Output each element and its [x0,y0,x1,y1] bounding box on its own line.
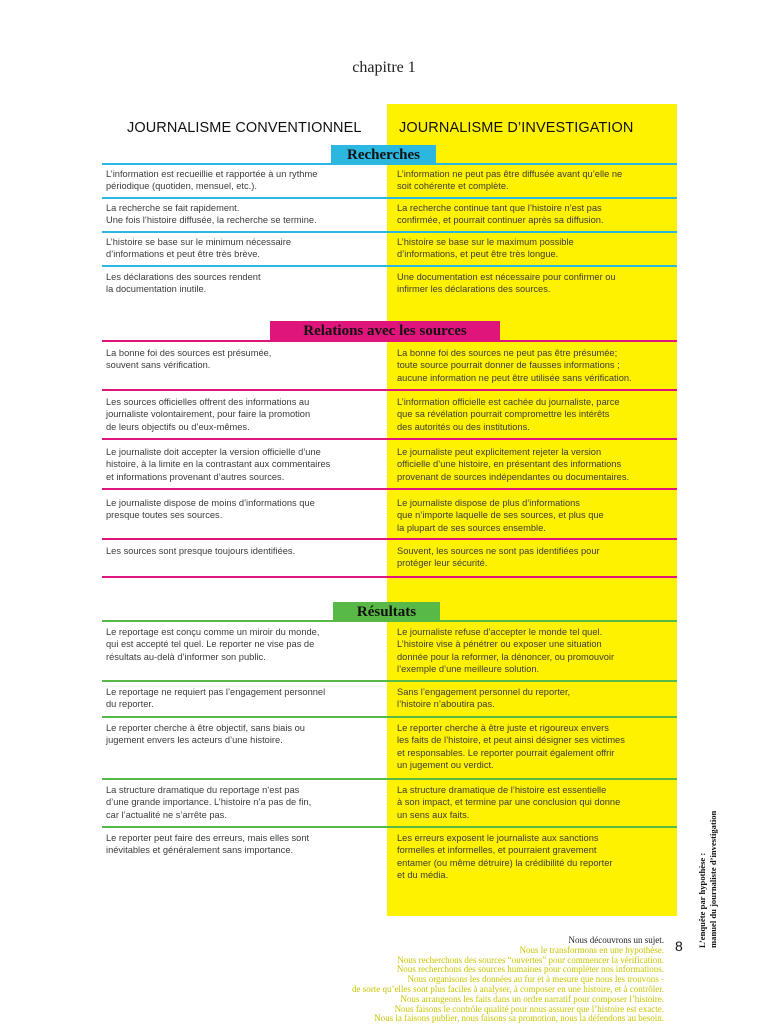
row-divider [102,538,677,540]
row-divider [102,197,677,199]
footer-line: Nous recherchons des sources humaines pour compléter nos informations. [396,964,664,975]
table-cell-conventional: Le reportage est conçu comme un miroir du monde, qui est accepté tel quel. Le reporter ne vise pas de résultats au-delà d’informer son public. [106,627,320,662]
table-cell-conventional: L’histoire se base sur le minimum nécessaire d’informations et peut être très brève. [106,237,291,260]
row-divider [102,231,677,233]
table-cell-investigative: Le journaliste dispose de plus d’informations que n’importe laquelle de ses sources, et plus que la plupart de ses sources ensemble. [397,498,604,533]
footer-line: de sorte qu’elles sont plus faciles à analyser, à composer en une histoire, et à contrôler. [351,983,664,994]
row-divider [102,826,677,828]
table-cell-investigative: Les erreurs exposent le journaliste aux sanctions formelles et informelles, et pourraient gravement entamer (ou même détruire) la crédibilité du reporter et du média. [397,833,613,880]
row-divider [102,438,677,440]
footer-line: Nous arrangeons les faits dans un ordre narratif pour composer l’histoire. [400,993,664,1004]
book-title-line-1: L’enquête par hypothèse : [697,852,707,948]
table-cell-conventional: Le reporter cherche à être objectif, sans biais ou jugement envers les acteurs d’une histoire. [106,723,305,746]
table-cell-conventional: La recherche se fait rapidement. Une fois l’histoire diffusée, la recherche se termine. [106,203,317,226]
row-divider [102,265,677,267]
table-cell-investigative: La recherche continue tant que l’histoire n’est pas confirmée, et pourrait continuer après sa diffusion. [397,203,604,226]
section-title-relations: Relations avec les sources [270,321,500,341]
process-steps-footer [352,936,664,1024]
table-cell-investigative: La bonne foi des sources ne peut pas être présumée; toute source pourrait donner de fausses informations ; aucune information ne peut être utilisée sans vérification. [397,348,632,383]
table-cell-conventional: Le journaliste doit accepter la version officielle d’une histoire, à la limite en la contrastant aux commentaires et informations provenant d’autres sources. [106,447,331,482]
table-cell-conventional: La structure dramatique du reportage n’est pas d’une grande importance. L’histoire n’a pas de fin, car l’actualité ne s’arrête pas. [106,785,312,820]
section-rule [102,340,677,342]
page-number: 8 [675,938,683,954]
table-cell-conventional: Les sources officielles offrent des informations au journaliste volontairement, pour faire la promotion de leurs objectifs ou d’eux-mêmes. [106,397,311,432]
table-cell-investigative: Le journaliste peut explicitement rejeter la version officielle d’une histoire, en présentant des informations provenant de sources indépendantes ou documentaires. [397,447,630,482]
table-cell-conventional: Les sources sont presque toujours identifiées. [106,546,296,556]
table-cell-investigative: L’information officielle est cachée du journaliste, parce que sa révélation pourrait compromettre les intérêts des autorités ou des institutions. [397,397,620,432]
footer-line: Nous découvrons un sujet. [568,935,664,945]
row-divider [102,389,677,391]
section-title-recherches: Recherches [331,145,436,165]
row-divider [102,680,677,682]
table-cell-investigative: L’information ne peut pas être diffusée avant qu’elle ne soit cohérente et complète. [397,169,623,192]
table-cell-conventional: Le reportage ne requiert pas l’engagement personnel du reporter. [106,687,326,710]
row-divider [102,576,677,578]
book-title-line-2: manuel du journaliste d’investigation [708,810,718,948]
table-cell-investigative: Sans l’engagement personnel du reporter, l’histoire n’aboutira pas. [397,687,571,710]
table-cell-conventional: L’information est recueillie et rapportée à un rythme périodique (quotiden, mensuel, etc.). [106,169,318,192]
row-divider [102,488,677,490]
chapter-heading: chapitre 1 [352,59,416,76]
table-cell-investigative: L’histoire se base sur le maximum possible d’informations, et peut être très longue. [397,237,574,260]
row-divider [102,778,677,780]
footer-line: Nous recherchons des sources “ouvertes” pour commencer la vérification. [397,954,664,965]
table-cell-investigative: Le reporter cherche à être juste et rigoureux envers les faits de l’histoire, et peut ainsi désigner ses victimes et responsables. Le reporter pourrait également offrir un jugement ou verdict. [397,723,625,770]
table-cell-conventional: Les déclarations des sources rendent la documentation inutile. [106,272,261,295]
table-cell-conventional: Le reporter peut faire des erreurs, mais elles sont inévitables et généralement sans importance. [106,833,310,856]
table-cell-investigative: Souvent, les sources ne sont pas identifiées pour protéger leur sécurité. [397,546,600,569]
table-cell-investigative: Le journaliste refuse d’accepter le monde tel quel. L’histoire vise à pénétrer ou exposer une situation donnée pour la reformer, la dénoncer, ou promouvoir l’exemple d’une meilleure solution. [397,627,615,674]
footer-line: Nous la faisons publier, nous faisons sa promotion, nous la défendons au besoin. [374,1013,664,1024]
table-cell-conventional: Le journaliste dispose de moins d’informations que presque toutes ses sources. [106,498,315,521]
footer-line: Nous le transformons en une hypothèse. [519,944,664,955]
row-divider [102,716,677,718]
table-cell-investigative: La structure dramatique de l’histoire est essentielle à son impact, et termine par une conclusion qui donne un sens aux faits. [397,785,621,820]
column-header-conventional: JOURNALISME CONVENTIONNEL [127,120,362,136]
table-cell-conventional: La bonne foi des sources est présumée, souvent sans vérification. [106,348,272,371]
column-header-investigative: JOURNALISME D’INVESTIGATION [399,120,634,136]
footer-line: Nous faisons le contrôle qualité pour nous assurer que l’histoire est exacte. [394,1003,664,1014]
table-cell-investigative: Une documentation est nécessaire pour confirmer ou infirmer les déclarations des sources. [397,272,616,295]
section-title-resultats: Résultats [333,602,440,622]
footer-line: Nous organisons les données au fur et à mesure que nous les trouvons - [407,974,664,985]
section-rule [102,163,677,165]
section-rule [102,620,677,622]
book-title-vertical [697,768,719,948]
